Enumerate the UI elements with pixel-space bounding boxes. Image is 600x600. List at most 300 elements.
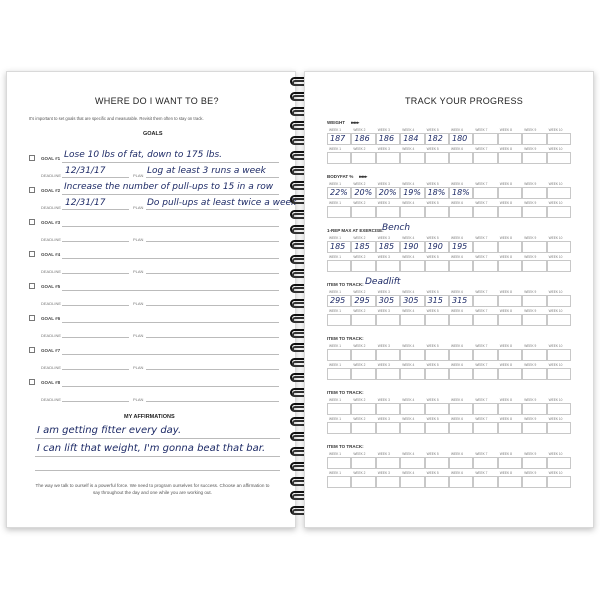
tracker-cell[interactable] — [498, 422, 522, 434]
week-label: WEEK 8 — [499, 344, 512, 348]
goal-label: GOAL #1 — [41, 156, 61, 161]
week-label: WEEK 6 — [451, 182, 464, 186]
tracker-cell[interactable] — [522, 295, 546, 307]
week-label: WEEK 3 — [377, 363, 390, 367]
tracker-cell[interactable] — [327, 422, 351, 434]
tracker-cell[interactable] — [327, 314, 351, 326]
tracker-cell[interactable] — [376, 457, 400, 469]
tracker-label: ITEM TO TRACK: — [327, 282, 364, 287]
tracker-cell[interactable] — [498, 260, 522, 272]
tracker-cell[interactable] — [473, 133, 497, 145]
week-label: WEEK 1 — [329, 344, 342, 348]
tracker-cell[interactable] — [400, 476, 424, 488]
week-label: WEEK 4 — [402, 363, 415, 367]
week-label: WEEK 1 — [329, 471, 342, 475]
tracker-cell[interactable] — [327, 476, 351, 488]
week-label: WEEK 10 — [548, 417, 563, 421]
tracker-cell[interactable] — [376, 152, 400, 164]
week-label: WEEK 4 — [402, 147, 415, 151]
plan-line — [146, 401, 279, 402]
tracker-cell[interactable] — [547, 241, 571, 253]
week-label: WEEK 10 — [548, 201, 563, 205]
tracker-cell[interactable] — [376, 206, 400, 218]
tracker-section — [327, 336, 577, 386]
week-label: WEEK 3 — [377, 309, 390, 313]
week-label: WEEK 9 — [524, 182, 537, 186]
week-label: WEEK 5 — [426, 452, 439, 456]
tracker-cell[interactable] — [498, 187, 522, 199]
goal-row — [29, 374, 279, 406]
tracker-cell[interactable] — [351, 368, 375, 380]
tracker-value: 187 — [330, 134, 346, 143]
tracker-cell[interactable] — [376, 368, 400, 380]
week-label: WEEK 5 — [426, 290, 439, 294]
tracker-cell[interactable] — [522, 260, 546, 272]
goal-checkbox[interactable] — [29, 315, 35, 321]
week-label: WEEK 8 — [499, 417, 512, 421]
tracker-cell[interactable] — [376, 260, 400, 272]
tracker-cell[interactable] — [449, 260, 473, 272]
tracker-value: 18% — [452, 188, 470, 197]
goal-line — [62, 354, 279, 355]
tracker-label: ITEM TO TRACK: — [327, 390, 364, 395]
goal-checkbox[interactable] — [29, 283, 35, 289]
tracker-cell[interactable] — [327, 152, 351, 164]
tracker-cell[interactable] — [473, 422, 497, 434]
week-label: WEEK 1 — [329, 417, 342, 421]
week-label: WEEK 2 — [353, 452, 366, 456]
week-label: WEEK 4 — [402, 290, 415, 294]
tracker-cell[interactable] — [449, 457, 473, 469]
tracker-item[interactable]: Bench — [382, 223, 411, 233]
tracker-cell[interactable] — [547, 349, 571, 361]
week-label: WEEK 1 — [329, 398, 342, 402]
deadline-line — [62, 337, 129, 338]
week-label: WEEK 8 — [499, 236, 512, 240]
tracker-cell[interactable] — [522, 476, 546, 488]
week-label: WEEK 9 — [524, 255, 537, 259]
tracker-cell[interactable] — [327, 349, 351, 361]
tracker-value: 182 — [427, 134, 443, 143]
plan-label: PLAN — [133, 397, 144, 402]
week-label: WEEK 3 — [377, 398, 390, 402]
week-label: WEEK 10 — [548, 363, 563, 367]
plan-line — [146, 337, 279, 338]
deadline-line — [62, 305, 129, 306]
week-label: WEEK 3 — [377, 236, 390, 240]
week-label: WEEK 4 — [402, 452, 415, 456]
week-label: WEEK 3 — [377, 452, 390, 456]
tracker-cell[interactable] — [425, 476, 449, 488]
tracker-cell[interactable] — [522, 187, 546, 199]
right-page — [304, 71, 594, 528]
goal-label: GOAL #4 — [41, 252, 61, 257]
tracker-value: 185 — [354, 242, 370, 251]
week-label: WEEK 4 — [402, 417, 415, 421]
week-label: WEEK 4 — [402, 236, 415, 240]
week-label: WEEK 6 — [451, 363, 464, 367]
week-label: WEEK 5 — [426, 363, 439, 367]
tracker-label: 1-REP MAX AT EXERCISE: — [327, 228, 384, 233]
tracker-cell[interactable] — [327, 260, 351, 272]
tracker-cell[interactable] — [547, 133, 571, 145]
plan-value[interactable]: Log at least 3 runs a week — [147, 166, 266, 176]
deadline-line — [62, 177, 129, 178]
week-label: WEEK 3 — [377, 417, 390, 421]
tracker-cell[interactable] — [473, 152, 497, 164]
week-label: WEEK 7 — [475, 182, 488, 186]
left-page — [6, 71, 296, 528]
tracker-cell[interactable] — [522, 206, 546, 218]
tracker-cell[interactable] — [425, 422, 449, 434]
week-label: WEEK 8 — [499, 363, 512, 367]
tracker-cell[interactable] — [351, 314, 375, 326]
tracker-cell[interactable] — [522, 403, 546, 415]
tracker-section — [327, 277, 577, 332]
tracker-cell[interactable] — [547, 187, 571, 199]
goal-line — [62, 322, 279, 323]
tracker-cell[interactable] — [522, 457, 546, 469]
week-label: WEEK 9 — [524, 147, 537, 151]
tracker-cell[interactable] — [498, 206, 522, 218]
week-label: WEEK 4 — [402, 182, 415, 186]
tracker-cell[interactable] — [425, 260, 449, 272]
tracker-cell[interactable] — [498, 403, 522, 415]
week-label: WEEK 8 — [499, 128, 512, 132]
planner-spread — [6, 71, 594, 528]
tracker-cell[interactable] — [522, 314, 546, 326]
tracker-value: 20% — [378, 188, 397, 197]
tracker-cell[interactable] — [498, 152, 522, 164]
week-label: WEEK 2 — [353, 398, 366, 402]
week-label: WEEK 7 — [475, 236, 488, 240]
tracker-value: 18% — [427, 188, 446, 197]
week-label: WEEK 4 — [402, 255, 415, 259]
week-label: WEEK 8 — [499, 147, 512, 151]
week-label: WEEK 4 — [402, 344, 415, 348]
tracker-cell[interactable] — [400, 206, 424, 218]
week-label: WEEK 5 — [426, 309, 439, 313]
goal-label: GOAL #7 — [41, 348, 61, 353]
week-label: WEEK 7 — [475, 471, 488, 475]
tracker-cell[interactable] — [400, 422, 424, 434]
tracker-cell[interactable] — [547, 368, 571, 380]
tracker-cell[interactable] — [425, 457, 449, 469]
tracker-value: 195 — [452, 242, 468, 251]
tracker-cell[interactable] — [351, 349, 375, 361]
tracker-cell[interactable] — [351, 403, 375, 415]
tracker-cell[interactable] — [425, 349, 449, 361]
goal-checkbox[interactable] — [29, 251, 35, 257]
tracker-cell[interactable] — [449, 206, 473, 218]
tracker-cell[interactable] — [473, 457, 497, 469]
tracker-cell[interactable] — [547, 260, 571, 272]
week-label: WEEK 10 — [548, 255, 563, 259]
week-label: WEEK 5 — [426, 398, 439, 402]
tracker-cell[interactable] — [400, 368, 424, 380]
week-label: WEEK 2 — [353, 309, 366, 313]
tracker-cell[interactable] — [376, 422, 400, 434]
tracker-cell[interactable] — [473, 260, 497, 272]
goal-checkbox[interactable] — [29, 347, 35, 353]
tracker-cell[interactable] — [376, 349, 400, 361]
tracker-item[interactable]: Deadlift — [365, 277, 401, 287]
deadline-label: DEADLINE — [41, 365, 62, 370]
tracker-value: 186 — [378, 134, 395, 143]
week-label: WEEK 10 — [548, 147, 563, 151]
goal-row — [29, 310, 279, 342]
tracker-cell[interactable] — [522, 349, 546, 361]
tracker-section — [327, 120, 577, 170]
plan-line — [146, 209, 279, 210]
goal-label: GOAL #6 — [41, 316, 61, 321]
tracker-cell[interactable] — [498, 314, 522, 326]
tracker-cell[interactable] — [547, 476, 571, 488]
week-label: WEEK 2 — [353, 201, 366, 205]
tracker-cell[interactable] — [351, 476, 375, 488]
week-label: WEEK 3 — [377, 255, 390, 259]
tracker-cell[interactable] — [400, 314, 424, 326]
tracker-cell[interactable] — [473, 206, 497, 218]
week-label: WEEK 4 — [402, 398, 415, 402]
tracker-cell[interactable] — [473, 403, 497, 415]
week-label: WEEK 8 — [499, 452, 512, 456]
tracker-cell[interactable] — [473, 187, 497, 199]
tracker-cell[interactable] — [449, 152, 473, 164]
tracker-cell[interactable] — [425, 403, 449, 415]
tracker-cell[interactable] — [522, 368, 546, 380]
week-label: WEEK 2 — [353, 471, 366, 475]
tracker-cell[interactable] — [473, 349, 497, 361]
tracker-cell[interactable] — [327, 457, 351, 469]
tracker-cell[interactable] — [449, 476, 473, 488]
tracker-cell[interactable] — [547, 457, 571, 469]
tracker-cell[interactable] — [547, 403, 571, 415]
plan-value[interactable]: Do pull-ups at least twice a week — [147, 198, 297, 208]
week-label: WEEK 9 — [524, 417, 537, 421]
tracker-cell[interactable] — [351, 152, 375, 164]
week-label: WEEK 7 — [475, 290, 488, 294]
tracker-label: WEIGHT — [327, 120, 345, 125]
week-label: WEEK 2 — [353, 236, 366, 240]
tracker-cell[interactable] — [376, 476, 400, 488]
plan-label: PLAN — [133, 205, 144, 210]
week-label: WEEK 1 — [329, 182, 342, 186]
tracker-value: 190 — [427, 242, 443, 251]
tracker-cell[interactable] — [522, 152, 546, 164]
tracker-cell[interactable] — [522, 241, 546, 253]
week-label: WEEK 7 — [475, 201, 488, 205]
week-label: WEEK 6 — [451, 452, 464, 456]
tracker-cell[interactable] — [498, 295, 522, 307]
week-label: WEEK 7 — [475, 128, 488, 132]
week-label: WEEK 9 — [524, 471, 537, 475]
week-label: WEEK 6 — [451, 147, 464, 151]
tracker-cell[interactable] — [473, 241, 497, 253]
tracker-cell[interactable] — [547, 206, 571, 218]
week-label: WEEK 7 — [475, 147, 488, 151]
week-label: WEEK 3 — [377, 147, 390, 151]
tracker-cell[interactable] — [498, 457, 522, 469]
tracker-cell[interactable] — [522, 422, 546, 434]
goal-checkbox[interactable] — [29, 219, 35, 225]
goal-checkbox[interactable] — [29, 379, 35, 385]
week-label: WEEK 8 — [499, 290, 512, 294]
week-label: WEEK 6 — [451, 201, 464, 205]
goal-label: GOAL #5 — [41, 284, 61, 289]
week-label: WEEK 4 — [402, 309, 415, 313]
deadline-label: DEADLINE — [41, 397, 62, 402]
goal-text[interactable]: Lose 10 lbs of fat, down to 175 lbs. — [64, 150, 222, 160]
week-label: WEEK 10 — [548, 236, 563, 240]
week-label: WEEK 8 — [499, 201, 512, 205]
week-label: WEEK 7 — [475, 255, 488, 259]
goal-label: GOAL #2 — [41, 188, 61, 193]
week-label: WEEK 4 — [402, 128, 415, 132]
tracker-cell[interactable] — [473, 314, 497, 326]
week-label: WEEK 6 — [451, 471, 464, 475]
week-label: WEEK 8 — [499, 471, 512, 475]
affirmation-line-3 — [35, 470, 280, 471]
tracker-cell[interactable] — [376, 403, 400, 415]
tracker-label: BODYFAT % — [327, 174, 354, 179]
tracker-cell[interactable] — [351, 260, 375, 272]
tracker-cell[interactable] — [327, 368, 351, 380]
plan-label: PLAN — [133, 365, 144, 370]
tracker-value: 22% — [330, 188, 348, 197]
arrow-icons: ▸▸▸▸▸ — [351, 120, 359, 126]
tracker-cell[interactable] — [449, 314, 473, 326]
week-label: WEEK 8 — [499, 182, 512, 186]
week-label: WEEK 1 — [329, 236, 342, 240]
plan-label: PLAN — [133, 301, 144, 306]
tracker-cell[interactable] — [547, 295, 571, 307]
tracker-cell[interactable] — [327, 206, 351, 218]
plan-label: PLAN — [133, 269, 144, 274]
week-label: WEEK 8 — [499, 309, 512, 313]
tracker-cell[interactable] — [351, 206, 375, 218]
goal-text[interactable]: Increase the number of pull-ups to 15 in a row — [64, 182, 274, 192]
tracker-cell[interactable] — [473, 368, 497, 380]
tracker-cell[interactable] — [351, 422, 375, 434]
week-label: WEEK 1 — [329, 452, 342, 456]
deadline-value[interactable]: 12/31/17 — [65, 198, 106, 208]
deadline-line — [62, 273, 129, 274]
week-label: WEEK 9 — [524, 344, 537, 348]
tracker-cell[interactable] — [400, 403, 424, 415]
goal-row — [29, 246, 279, 278]
tracker-cell[interactable] — [547, 314, 571, 326]
week-label: WEEK 6 — [451, 128, 464, 132]
tracker-cell[interactable] — [473, 476, 497, 488]
week-label: WEEK 6 — [451, 344, 464, 348]
week-label: WEEK 5 — [426, 182, 439, 186]
tracker-cell[interactable] — [449, 368, 473, 380]
week-label: WEEK 5 — [426, 417, 439, 421]
week-label: WEEK 2 — [353, 363, 366, 367]
week-label: WEEK 2 — [353, 417, 366, 421]
goals-heading: GOALS — [143, 131, 163, 137]
tracker-cell[interactable] — [449, 403, 473, 415]
week-label: WEEK 10 — [548, 471, 563, 475]
tracker-cell[interactable] — [400, 260, 424, 272]
tracker-label: ITEM TO TRACK: — [327, 336, 364, 341]
week-label: WEEK 1 — [329, 147, 342, 151]
tracker-cell[interactable] — [473, 295, 497, 307]
week-label: WEEK 5 — [426, 255, 439, 259]
tracker-cell[interactable] — [498, 241, 522, 253]
tracker-cell[interactable] — [425, 206, 449, 218]
tracker-cell[interactable] — [327, 403, 351, 415]
plan-line — [146, 273, 279, 274]
week-label: WEEK 2 — [353, 255, 366, 259]
affirmation-line-1 — [35, 438, 280, 439]
tracker-cell[interactable] — [400, 457, 424, 469]
tracker-cell[interactable] — [400, 349, 424, 361]
tracker-cell[interactable] — [449, 349, 473, 361]
week-label: WEEK 10 — [548, 128, 563, 132]
goal-line — [62, 290, 279, 291]
week-label: WEEK 10 — [548, 290, 563, 294]
week-label: WEEK 3 — [377, 471, 390, 475]
week-label: WEEK 7 — [475, 417, 488, 421]
week-label: WEEK 5 — [426, 147, 439, 151]
plan-line — [146, 305, 279, 306]
tracker-cell[interactable] — [425, 368, 449, 380]
tracker-section — [327, 174, 577, 224]
tracker-cell[interactable] — [522, 133, 546, 145]
plan-line — [146, 177, 279, 178]
week-label: WEEK 7 — [475, 344, 488, 348]
deadline-line — [62, 209, 129, 210]
arrow-icons: ▸▸▸▸▸ — [359, 174, 367, 180]
tracker-cell[interactable] — [425, 152, 449, 164]
week-label: WEEK 3 — [377, 182, 390, 186]
tracker-label: ITEM TO TRACK: — [327, 444, 364, 449]
tracker-section — [327, 390, 577, 440]
tracker-cell[interactable] — [498, 476, 522, 488]
deadline-value[interactable]: 12/31/17 — [65, 166, 106, 176]
tracker-cell[interactable] — [498, 133, 522, 145]
tracker-cell[interactable] — [425, 314, 449, 326]
week-label: WEEK 9 — [524, 398, 537, 402]
week-label: WEEK 2 — [353, 182, 366, 186]
week-label: WEEK 8 — [499, 255, 512, 259]
affirmation-1: I am getting fitter every day. — [37, 425, 182, 436]
tracker-value: 315 — [452, 296, 468, 305]
week-label: WEEK 7 — [475, 452, 488, 456]
goal-checkbox[interactable] — [29, 187, 35, 193]
week-label: WEEK 1 — [329, 363, 342, 367]
goal-checkbox[interactable] — [29, 155, 35, 161]
week-label: WEEK 9 — [524, 452, 537, 456]
tracker-cell[interactable] — [547, 422, 571, 434]
week-label: WEEK 6 — [451, 398, 464, 402]
week-label: WEEK 1 — [329, 201, 342, 205]
tracker-cell[interactable] — [351, 457, 375, 469]
tracker-cell[interactable] — [376, 314, 400, 326]
goal-label: GOAL #8 — [41, 380, 61, 385]
week-label: WEEK 9 — [524, 290, 537, 294]
week-label: WEEK 5 — [426, 201, 439, 205]
tracker-cell[interactable] — [498, 349, 522, 361]
week-label: WEEK 10 — [548, 309, 563, 313]
tracker-cell[interactable] — [547, 152, 571, 164]
tracker-value: 295 — [330, 296, 346, 305]
tracker-cell[interactable] — [400, 152, 424, 164]
tracker-cell[interactable] — [498, 368, 522, 380]
tracker-cell[interactable] — [449, 422, 473, 434]
